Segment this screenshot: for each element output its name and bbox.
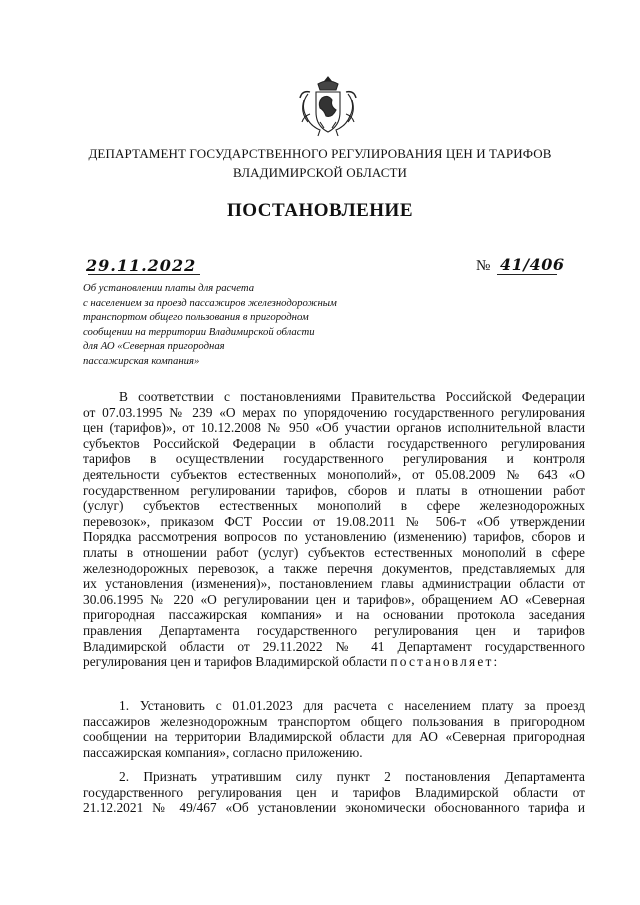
item-2-line: 2. Признать утратившим силу пункт 2 постановления Департамента: [119, 769, 585, 784]
department-name-line2: ВЛАДИМИРСКОЙ ОБЛАСТИ: [232, 165, 408, 180]
item-1-paragraph: [83, 698, 585, 760]
item-1-line: пассажирская компания», согласно приложению.: [83, 744, 363, 760]
coat-of-arms-emblem: [296, 74, 360, 140]
item-1-line: 1. Установить с 01.01.2023 для расчета с населением плату за проезд: [119, 698, 585, 713]
preamble-line: государственном регулировании тарифов, сборов и платы в отношении работ: [83, 482, 585, 498]
date-underline: [88, 274, 200, 275]
preamble-line: В соответствии с постановлениями Правительства Российской Федерации: [119, 389, 585, 404]
preamble-line: платы в отношении работ (услуг) субъектов естественных монополий в сфере: [83, 544, 585, 560]
subject-line: пассажирская компания»: [83, 354, 200, 367]
preamble-line: Порядка рассмотрения вопросов по установлению (изменению) тарифов, сборов и: [83, 529, 585, 545]
item-2-line: государственного регулирования цен и тарифов Владимирской области от: [83, 784, 585, 800]
document-type-title: ПОСТАНОВЛЕНИЕ: [226, 200, 414, 221]
preamble-line: 30.06.1995 № 220 «О регулировании цен и тарифов», обращением АО «Северная: [83, 591, 585, 607]
document-number: 41/406: [500, 255, 565, 274]
preamble-line: (услуг) субъектов естественных монополий в сфере железнодорожных: [83, 498, 585, 514]
preamble-line: пригородная пассажирская компания» и на основании протокола заседания: [83, 607, 585, 623]
item-2-line: 21.12.2021 № 49/467 «Об установлении экономически обоснованного тарифа и: [83, 800, 585, 816]
department-name-line1: ДЕПАРТАМЕНТ ГОСУДАРСТВЕННОГО РЕГУЛИРОВАНИЯ ЦЕН И ТАРИФОВ: [88, 146, 552, 161]
preamble-line: от 07.03.1995 № 239 «О мерах по упорядочению государственного регулирования: [83, 404, 585, 420]
preamble-line: перевозок», приказом ФСТ России от 19.08.2011 № 506-т «Об утверждении: [83, 513, 585, 529]
document-date: 29.11.2022: [86, 256, 197, 275]
preamble-paragraph: [83, 389, 585, 670]
preamble-line: субъектов Российской Федерации в области государственного регулирования: [83, 435, 585, 451]
preamble-line: Владимирской области от 29.11.2022 № 41 Департамент государственного: [83, 638, 585, 654]
subject-line: сообщении на территории Владимирской области: [83, 325, 315, 338]
item-2-paragraph: [83, 769, 585, 816]
subject-line: Об установлении платы для расчета: [83, 282, 255, 294]
preamble-line: цен (тарифов)», от 10.12.2008 № 950 «Об участии органов исполнительной власти: [83, 420, 585, 436]
subject-line: транспортом общего пользования в пригородном: [83, 311, 309, 324]
preamble-line: регулирования цен и тарифов Владимирской области: [83, 654, 388, 670]
preamble-line: железнодорожных перевозок, а также перечня документов, представляемых для: [83, 560, 585, 576]
item-1-line: сообщении на территории Владимирской области для АО «Северная пригородная: [83, 729, 585, 745]
item-1-line: пассажиров железнодорожным транспортом общего пользования в пригородном: [83, 713, 585, 729]
number-label: №: [476, 258, 491, 274]
document-subject: [83, 281, 383, 369]
preamble-line: правления Департамента государственного регулирования цен и тарифов: [83, 622, 585, 638]
preamble-line: их установления (изменения)», постановлением главы администрации области от: [83, 576, 585, 592]
preamble-line: деятельности субъектов естественных монополий», от 05.08.2009 № 643 «О: [83, 466, 585, 482]
subject-line: с населением за проезд пассажиров железнодорожным: [83, 296, 337, 309]
number-underline: [497, 274, 557, 275]
preamble-last-line: [83, 654, 585, 670]
preamble-line: тарифов в осуществлении государственного регулирования и контроля: [83, 451, 585, 467]
resolving-word: постановляет:: [390, 654, 500, 670]
subject-line: для АО «Северная пригородная: [83, 340, 225, 353]
